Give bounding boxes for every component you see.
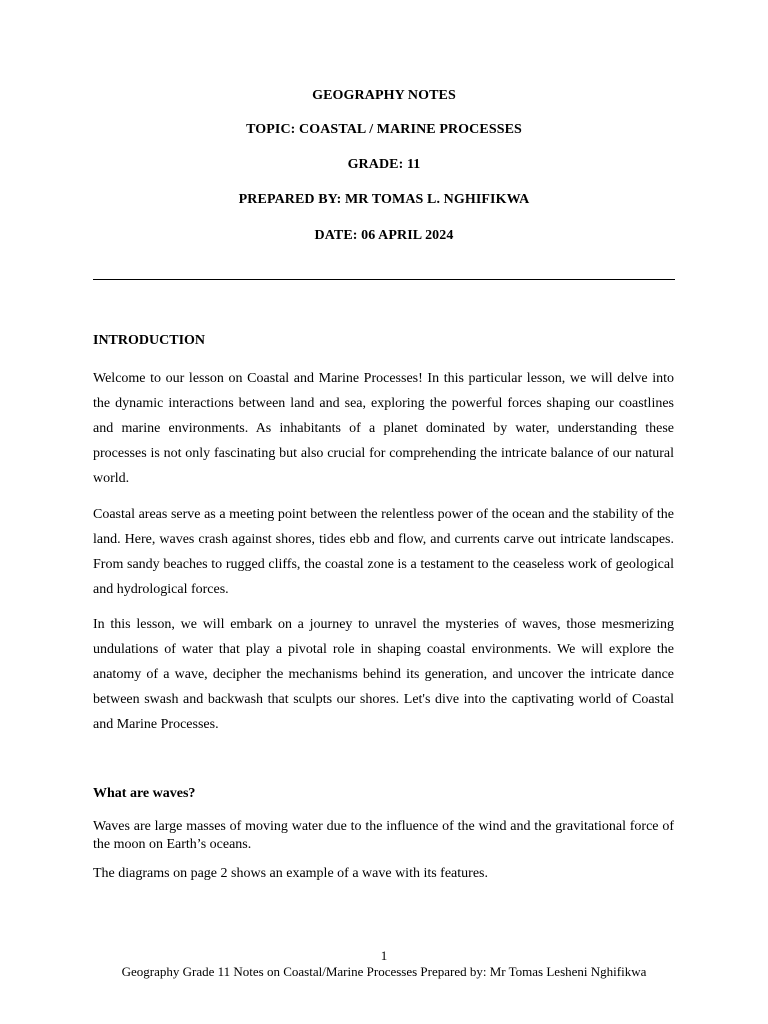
document-topic: TOPIC: COASTAL / MARINE PROCESSES: [246, 122, 522, 137]
introduction-paragraph-2: Coastal areas serve as a meeting point between the relentless power of the ocean and the stability of the land. Here, waves crash against shores, tides ebb and flow, and currents carve out intricate landscapes. From sandy beaches to rugged cliffs, the coastal zone is a testament to the ceaseless work of geological and hydrological forces.: [93, 507, 674, 597]
introduction-heading: INTRODUCTION: [93, 333, 206, 348]
document-title: GEOGRAPHY NOTES: [312, 88, 456, 103]
waves-diagram-reference: The diagrams on page 2 shows an example of a wave with its features.: [93, 866, 488, 881]
waves-definition-paragraph: Waves are large masses of moving water due to the influence of the wind and the gravitational force of the moon on Earth’s oceans.: [93, 819, 674, 852]
introduction-paragraph-1: Welcome to our lesson on Coastal and Marine Processes! In this particular lesson, we will delve into the dynamic interactions between land and sea, exploring the powerful forces shaping our coastlines and marine environments. As inhabitants of a planet dominated by water, understanding these processes is not only fascinating but also crucial for comprehending the intricate balance of our natural world.: [93, 371, 674, 486]
document-grade: GRADE: 11: [347, 157, 421, 172]
introduction-paragraph-3: In this lesson, we will embark on a journey to unravel the mysteries of waves, those mesmerizing undulations of water that play a pivotal role in shaping coastal environments. We will explore the anatomy of a wave, decipher the mechanisms behind its generation, and uncover the intricate dance between swash and backwash that sculpts our shores. Let's dive into the captivating world of Coastal and Marine Processes.: [93, 617, 674, 732]
waves-heading: What are waves?: [93, 786, 196, 801]
page-number: 1: [380, 948, 388, 963]
document-author: PREPARED BY: MR TOMAS L. NGHIFIKWA: [238, 192, 530, 207]
document-date: DATE: 06 APRIL 2024: [314, 228, 454, 243]
header-divider: [93, 279, 675, 280]
page-footer: Geography Grade 11 Notes on Coastal/Marine Processes Prepared by: Mr Tomas Lesheni Nghifikwa: [121, 964, 647, 979]
